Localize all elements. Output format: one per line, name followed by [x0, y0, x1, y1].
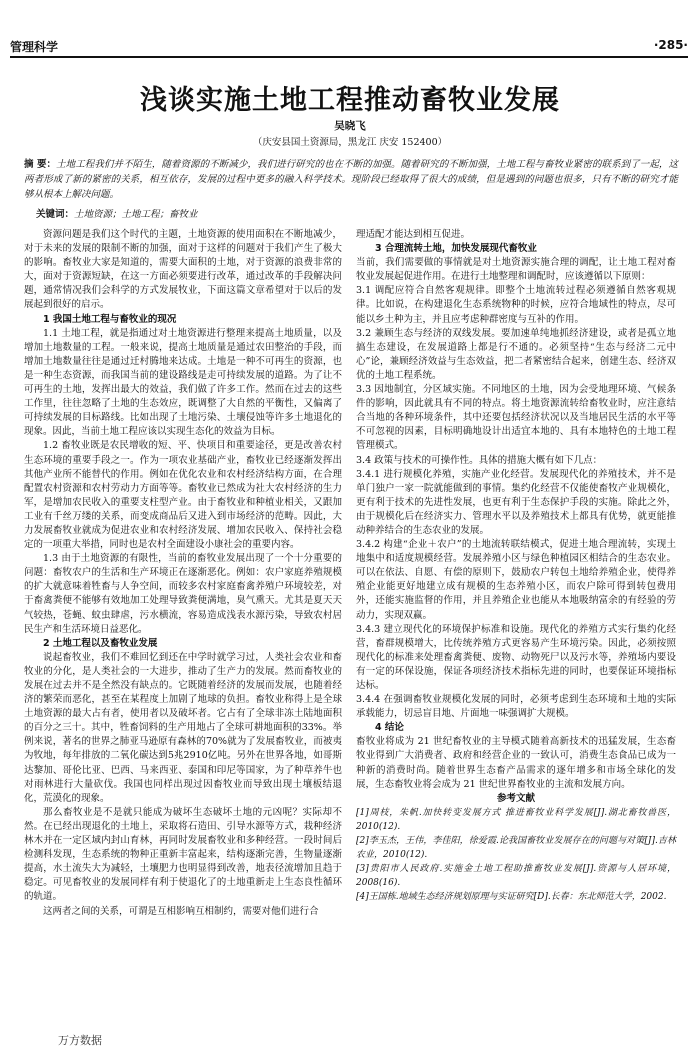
- body-paragraph: 理适配才能达到相互促进。: [356, 229, 471, 240]
- body-paragraph: 3.4.2 构建“企业＋农户”的土地流转联结模式，促进土地合理流转，实现土地集中和适度规模经营。发展养殖小区与绿色种植园区相结合的生态农业。可以在依法、自愿、有偿的原则下，鼓励农户转包土地给养殖企业，使得养殖企业能更好地建立成有规模的生态养殖小区，而农户除可得到转包费用外，还能实施监督的作用，并且养殖企业也能从本地吸纳富余的有经验的劳动力，实现双赢。: [356, 539, 676, 621]
- section-heading: 参考文献: [496, 792, 535, 804]
- reference-item: [2]李玉杰，王伟，李佳阳，徐爱霞.论我国畜牧业发展存在的问题与对策[J].吉林农业，2010(12).: [356, 835, 676, 860]
- body-paragraph: 1.1 土地工程，就是指通过对土地资源进行整理来提高土地质量，以及增加土地数量的工程。一般来说，提高土地质量是通过农田整治的手段，而增加土地数量往往是通过迁村腾地来达成。土地是一种不可再生的资源，也是一种生态资源，而我国当前的建设路线是走可持续发展的道路。为了让不可再生的土地，发挥出最大的效益，我们做了许多工作。然而在过去的这些工作里，往往忽略了土地的生态效应，既调整了大自然的平衡性，又偏离了可持续发展的目标路线。比如出现了土地污染、土壤侵蚀等许多土地退化的现象。因此，当前土地工程应该以实现生态化的效益为目标。: [24, 327, 342, 438]
- abstract-label: 摘 要：: [24, 159, 57, 170]
- body-paragraph: 1.2 畜牧业既是农民增收的短、平、快项目和重要途径，更是改善农村生态环境的重要手段之一。作为一项农业基础产业，畜牧业已经逐渐发挥出其他产业所不能替代的作用。例如在优化农业和农村经济结构方面，在合理配置农村资源和农村劳动力方面等等。畜牧业已然成为社大农村经济的生力军，是增加农民收入的重要支柱型产业。由于畜牧业和种植业相关，又跟加工业有千丝万缕的关系，而变成商品后又进入到市场经济的范畴。因此，大力发展畜牧业就成为促进农业和农村经济发展、增加农民收入、保持社会稳定的一项重大举措，同时也是农村全面建设小康社会的重要内容。: [24, 440, 342, 551]
- body-paragraph: 那么畜牧业是不是就只能成为破坏生态破坏土地的元凶呢？实际却不然。在已经出现退化的土地上，采取将石造田、引导水源等方式，栽种经济林木并在一定区域内封山育林，再同时发展畜牧业和多种经营。一段时间后检测科发现，生态系统的物种正重新丰富起来，结构逐渐完善，生物量逐渐提高，水土流失大为减轻，土壤肥力也明显得到改善，地表径流增加且趋于稳定。可见畜牧业的发展同样有利于使退化了的土地重新走上生态良性循环的轨道。: [24, 806, 342, 903]
- body-paragraph: 说起畜牧业，我们不难回忆到还在中学时就学习过，人类社会农业和畜牧业的分化，是人类社会的一大进步，推动了生产力的发展。然而畜牧业的发展在过去并不是全然没有缺点的。它既随着经济的发展而发展，也随着经济的繁荣而恶化，甚至在某程度上加剧了地球的负担。畜牧业称得上是全球土地资源的最大占有者，使用者以及破坏者。它占有了全球非冻土陆地面积的百分之三十。其中，牲畜饲料的生产用地占了全球可耕地面积的33%。举例来说，著名的世界之肺亚马逊原有森林的70%就为了发展畜牧业，而被夷为牧地，每年排放的二氧化碳达到5兆2910亿吨。另外在世界各地，如哥斯达黎加、哥伦比亚、巴西、马来西亚、泰国和印尼等国家，为了种草养牛也对雨林进行大量砍伐。我国也同样出现过因畜牧业而导致出现土壤板结退化，荒漠化的现象。: [24, 651, 342, 804]
- abstract-text: 土地工程我们并不陌生，随着资源的不断减少，我们进行研究的也在不断的加强。随着研究的不断加强，土地工程与畜牧业紧密的联系到了一起，这两者形成了新的紧密的关系，相互依存，发展的过程中更多的融入科学技术。现阶段已经取得了很大的成绩，但是遇到的问题也很多，只有不断的研究才能够从根本上解决问题。: [24, 159, 678, 200]
- body-paragraph: 畜牧业将成为 21 世纪畜牧业的主导模式随着高新技术的迅猛发展，生态畜牧业得到广大消费者、政府和经营企业的一致认可，消费生态食品已成为一种新的消费时尚。随着世界生态畜产品需求的逐年增多和市场全球化的发展，生态畜牧业将会成为 21 世纪世界畜牧业的主流和发展方向。: [356, 736, 676, 790]
- page-number: ·285·: [653, 38, 688, 52]
- author: 吴晓飞: [334, 120, 366, 132]
- keywords-label: 关键词：: [36, 209, 75, 220]
- body-paragraph: 3.4 政策与技术的可操作性。具体的措施大概有如下几点：: [356, 454, 603, 466]
- journal-name: 管理科学: [10, 40, 59, 54]
- reference-item: [1]周枝，朱帆.加快转变发展方式 推进畜牧业科学发展[J].湖北畜牧兽医，2010(12).: [356, 807, 676, 832]
- keywords: [36, 206, 198, 220]
- body-paragraph: 资源问题是我们这个时代的主题，土地资源的使用面积在不断地减少，对于未来的发展的限制不断的加强，面对于这样的问题对于我们产生了极大的影响。畜牧业大家是知道的，需要大面积的土地，对于资源的浪费非常的大，面对于资源短缺，在这一方面必须要进行改革，通过改革的手段解决问题，通常情况我们会科学的方式发展牧业，下面这篇文章希望对于以后的发展起到很好的启示。: [24, 229, 342, 311]
- body-paragraph: 3.4.3 建立现代化的环境保护标准和设施。现代化的养殖方式实行集约化经营，畜群规模增大，比传统养殖方式更容易产生环境污染。因此，必须按照现代化的标准来处理畜禽粪便、废物、动物死尸以及污水等，养殖场内要设有一定的环保设施，保证各项经济技术指标先进的同时，也要保证环境指标达标。: [356, 623, 676, 691]
- reference-item: [4]王国栋.地域生态经济规划原理与实证研究[D].长春：东北师范大学，2002.: [356, 891, 667, 902]
- body-paragraph: 3.4.1 进行规模化养殖，实施产业化经营。发展现代化的养殖技术，并不是单门独户一家一院就能做到的事情。集约化经营不仅能使畜牧产业规模化，更有利于技术的先进性发展，也更有利于生态保护手段的实施。除此之外，由于规模化后在经济实力、管理水平以及养殖技术上都具有优势，就更能推动种养结合的生态农业的发展。: [356, 468, 676, 536]
- left-column: [24, 228, 342, 919]
- body-paragraph: 3.1 调配应符合自然客观规律。即整个土地流转过程必须遵循自然客观规律。比如说，在构建退化生态系统物种的时候，应符合地域性的特点，尽可能以乡土种为主，并且应考虑种群密度与互补的作用。: [356, 285, 676, 325]
- header-rule: [10, 56, 688, 58]
- right-column: [356, 228, 676, 904]
- body-paragraph: 当前，我们需要做的事情就是对土地资源实施合理的调配，让土地工程对畜牧业发展起促进作用。在进行土地整理和调配时，应该遵循以下原则：: [356, 257, 676, 283]
- paper-title: 浅谈实施土地工程推动畜牧业发展: [140, 85, 560, 116]
- keywords-text: 土地资源；土地工程；畜牧业: [74, 209, 198, 220]
- reference-item: [3]贵阳市人民政府.实施金土地工程助推畜牧业发展[J].资源与人居环境，2008(16).: [356, 863, 676, 888]
- section-heading: 4 结论: [375, 722, 404, 734]
- abstract: [24, 157, 678, 202]
- body-paragraph: 这两者之间的关系，可谓是互相影响互相制约，需要对他们进行合: [43, 905, 319, 917]
- section-heading: 2 土地工程以及畜牧业发展: [43, 637, 158, 649]
- affiliation: （庆安县国土资源局，黑龙江 庆安 152400）: [252, 137, 448, 148]
- section-heading: 3 合理流转土地，加快发展现代畜牧业: [375, 243, 537, 255]
- body-paragraph: 3.4.4 在强调畜牧业规模化发展的同时，必须考虑到生态环境和土地的实际承载能力，切忌盲目地、片面地一味强调扩大规模。: [356, 694, 676, 720]
- body-paragraph: 3.3 因地制宜，分区域实施。不同地区的土地，因为会受地理环境、气候条件的影响，因此就具有不同的特点。将土地资源流转给畜牧业时，应注意结合当地的各种环境条件，其中还要包括经济状况以及当地居民生活的水平等不可忽视的因素，目标明确地设计出适宜本地的、具有本地特色的土地工程管理模式。: [356, 384, 676, 452]
- watermark-footer: 万方数据: [58, 1034, 102, 1047]
- section-heading: 1 我国土地工程与畜牧业的现况: [43, 313, 177, 325]
- body-paragraph: 3.2 兼顾生态与经济的双线发展。要加速单纯地抓经济建设，或者是孤立地搞生态建设，在发展道路上都是行不通的。必须坚持“生态与经济二元中心”论，兼顾经济效益与生态效益，把二者紧密结合起来，创建生态、经济双优的土地工程系统。: [356, 327, 676, 381]
- running-header: [10, 38, 688, 54]
- body-paragraph: 1.3 由于土地资源的有限性，当前的畜牧业发展出现了一个十分重要的问题：畜牧农户的生活和生产环境正在逐渐恶化。例如：农户家庭养殖规模的扩大就意味着牲畜与人争空间，而较多农村家庭畜禽养殖户环境较差，对于畜禽粪便不能够有效地加工处理导致粪便满地，臭气熏天。尤其是夏天天气较热，苍蝇、蚊虫肆虐，污水横流，容易造成浅表水源污染，导致农村居民生产和生活环境日益恶化。: [24, 553, 342, 635]
